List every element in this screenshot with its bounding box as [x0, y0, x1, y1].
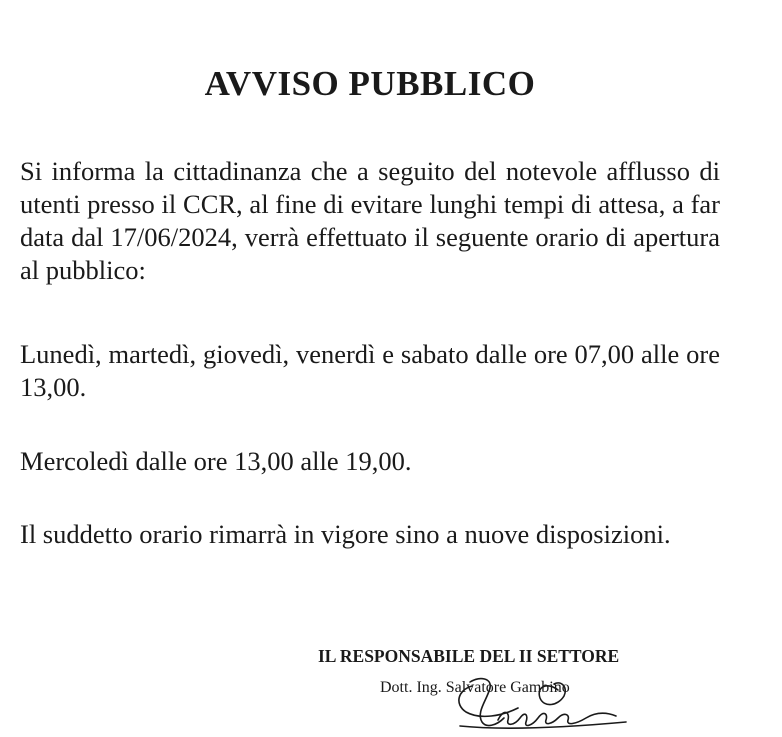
- signatory-name: Dott. Ing. Salvatore Gambino: [380, 679, 570, 696]
- handwritten-signature: [440, 668, 640, 737]
- notice-paragraph-validity: Il suddetto orario rimarrà in vigore sino a nuove disposizioni.: [20, 519, 671, 549]
- signatory-role: IL RESPONSABILE DEL II SETTORE: [318, 646, 620, 666]
- notice-paragraph-weekday-hours: Lunedì, martedì, giovedì, venerdì e sabato dalle ore 07,00 alle ore 13,00.: [20, 339, 720, 402]
- notice-title: AVVISO PUBBLICO: [204, 64, 536, 103]
- notice-paragraph-intro: Si informa la cittadinanza che a seguito del notevole afflusso di utenti presso il CCR, al fine di evitare lunghi tempi di attesa, a far data dal 17/06/2024, verrà effettuato il seguente orario di apertura al pubblico:: [20, 156, 720, 285]
- notice-paragraph-wednesday-hours: Mercoledì dalle ore 13,00 alle 19,00.: [20, 446, 412, 476]
